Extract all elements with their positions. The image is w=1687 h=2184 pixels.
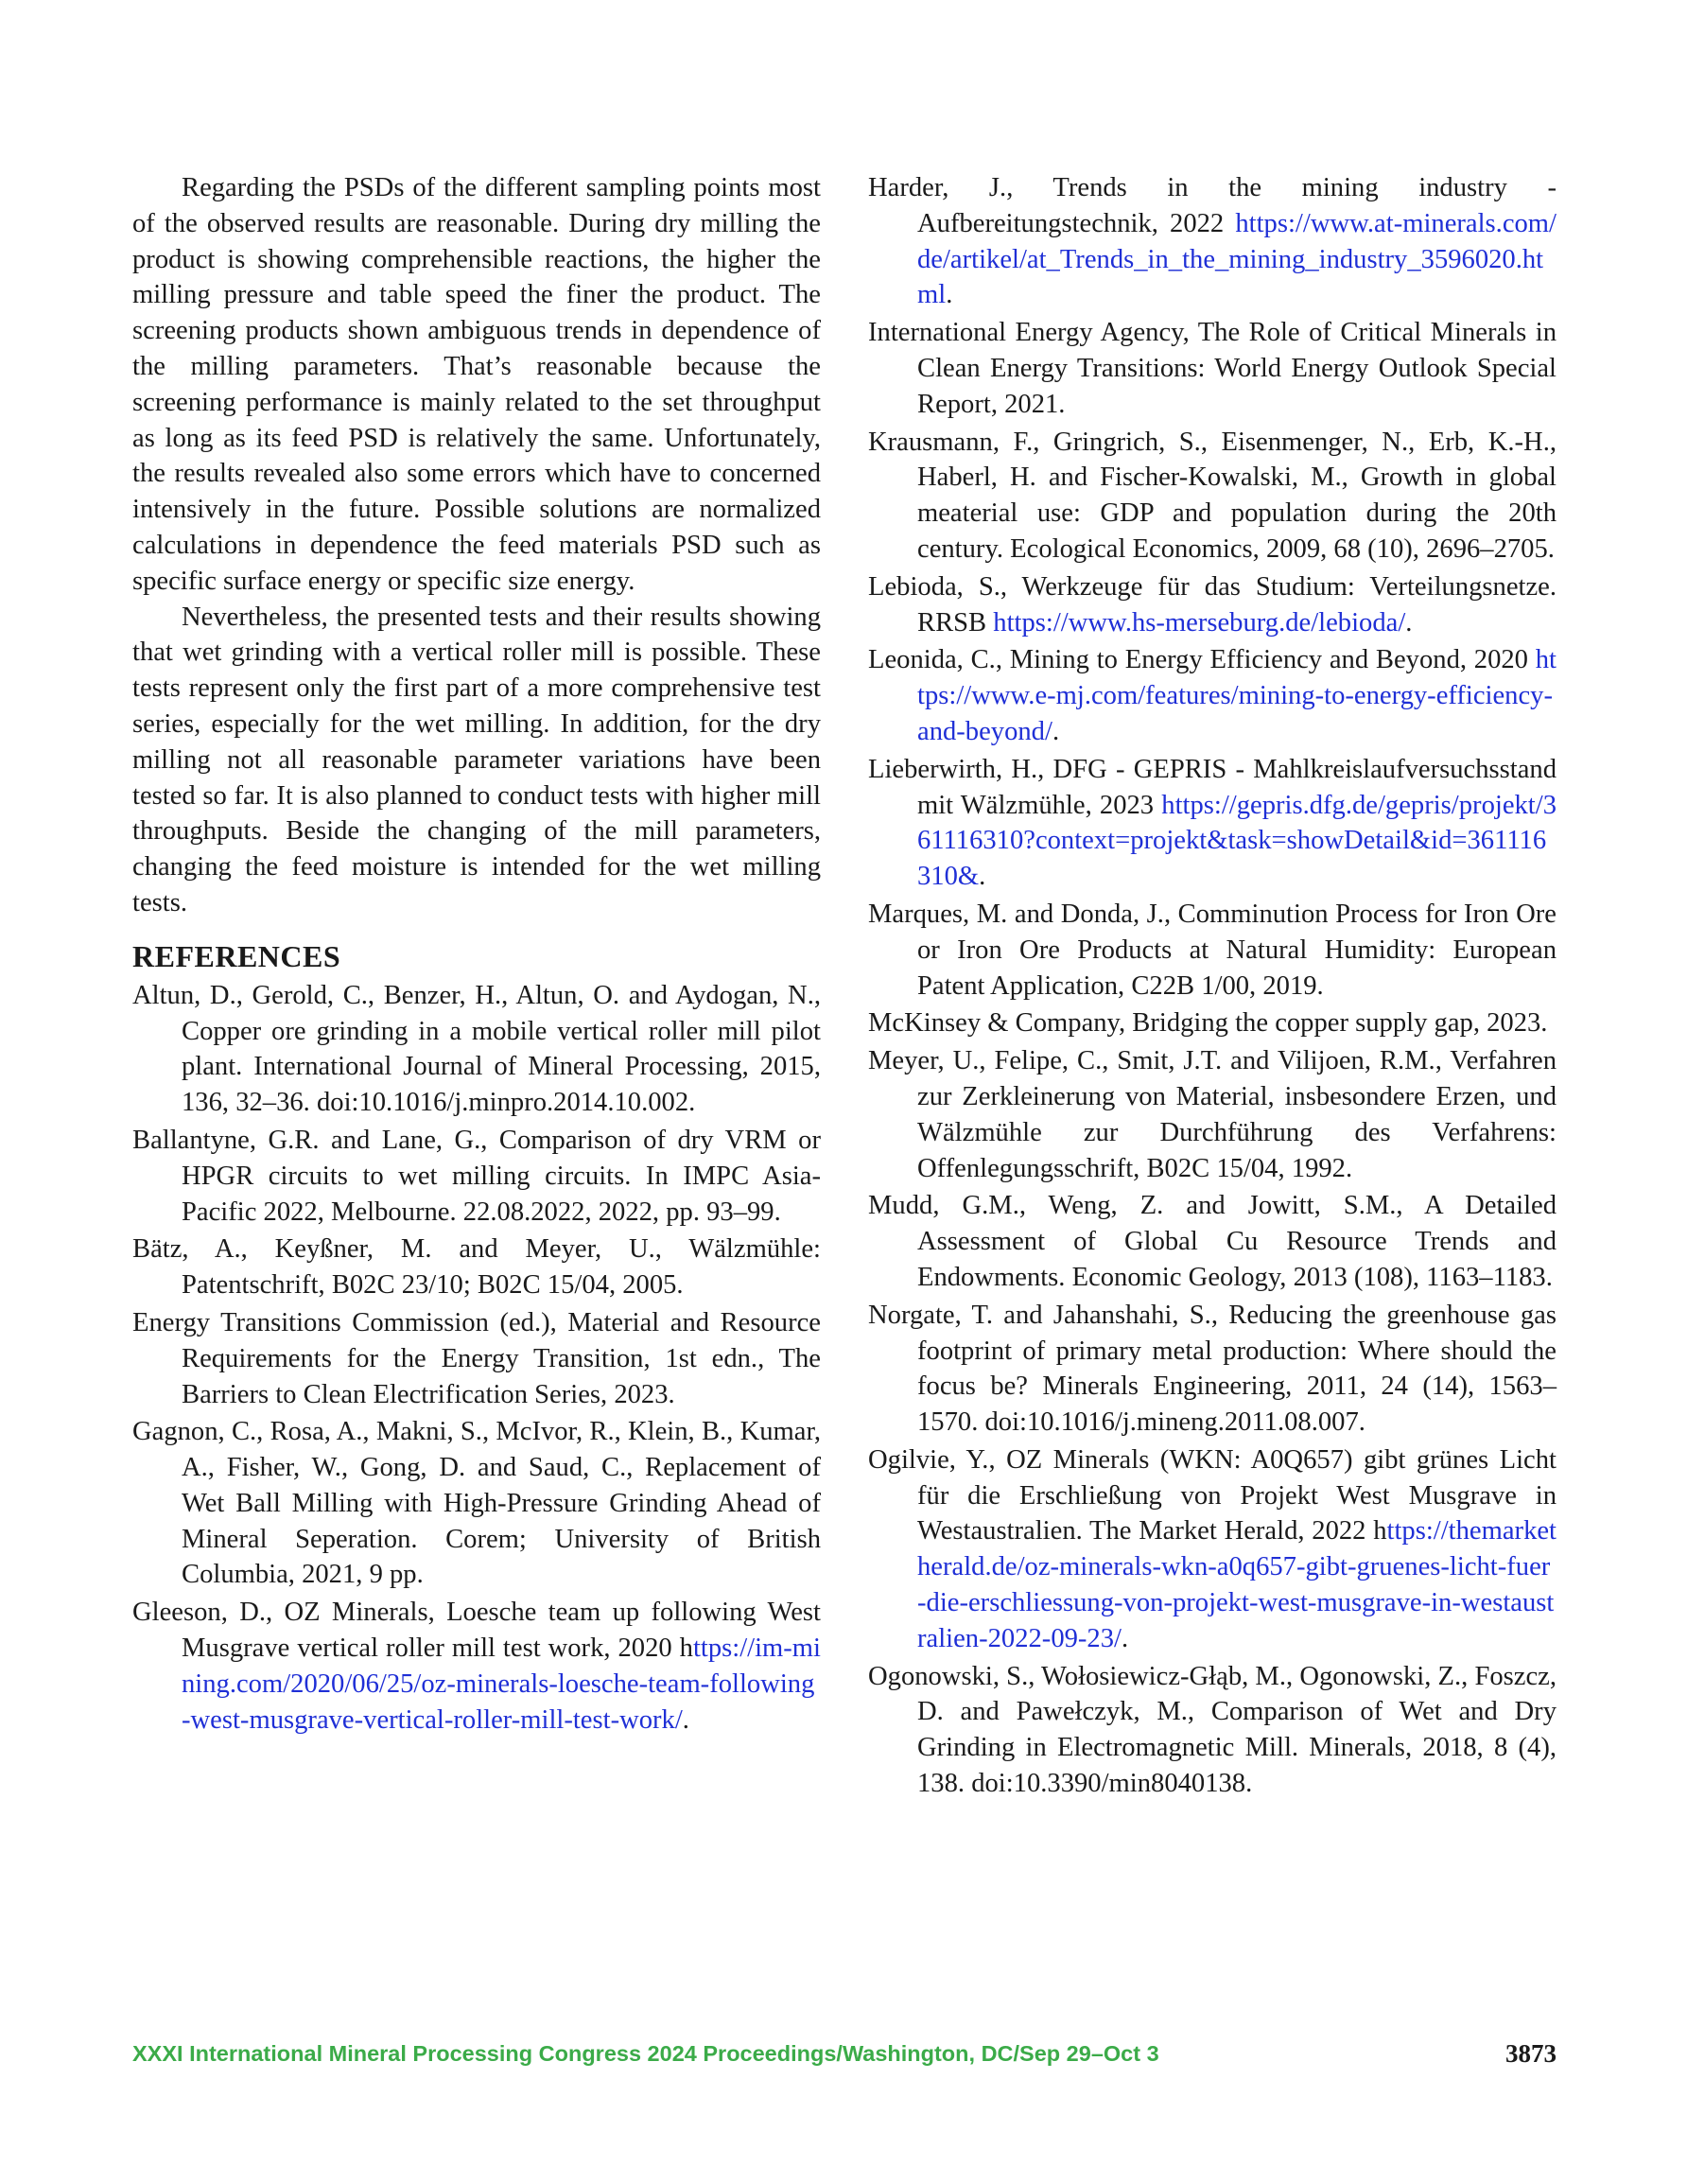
reference-text: Leonida, C., Mining to Energy Efficiency and Beyond, 2020 (868, 645, 1536, 675)
left-column (132, 170, 821, 1739)
reference-period: . (979, 862, 986, 892)
reference-entry (868, 1005, 1557, 1041)
reference-entry (868, 1298, 1557, 1441)
reference-text: Meyer, U., Felipe, C., Smit, J.T. and Vilijoen, R.M., Verfahren zur Zerkleinerung von Material, insbesondere Erzen, und Wälzmühle zur Durchführung des Verfahrens: Offenlegungsschrift, B02C 15/04, 1992. (868, 1046, 1557, 1183)
reference-link[interactable]: https://www.at-minerals.com/de/artikel/at_Trends_in_the_mining_industry_3596020.html (917, 208, 1557, 310)
reference-entry (868, 752, 1557, 895)
reference-text: Gleeson, D., OZ Minerals, Loesche team up following West Musgrave vertical roller mill test work, 2020 h (132, 1598, 821, 1664)
reference-period: . (1121, 1623, 1129, 1653)
reference-period: . (1405, 607, 1413, 638)
reference-text: Energy Transitions Commission (ed.), Material and Resource Requirements for the Energy Transition, 1st edn., The Barriers to Clean Electrification Series, 2023. (132, 1307, 821, 1409)
reference-entry (132, 1232, 821, 1303)
reference-entry (868, 569, 1557, 641)
reference-text: McKinsey & Company, Bridging the copper supply gap, 2023. (868, 1008, 1548, 1039)
reference-text: Mudd, G.M., Weng, Z. and Jowitt, S.M., A Detailed Assessment of Global Cu Resource Trends and Endowments. Economic Geology, 2013 (108), 1163–1183. (868, 1191, 1557, 1292)
reference-entry (868, 1442, 1557, 1657)
reference-entry (868, 425, 1557, 568)
reference-text: Ogonowski, S., Wołosiewicz-Głąb, M., Ogonowski, Z., Foszcz, D. and Pawełczyk, M., Comparison of Wet and Dry Grinding in Electromagnetic Mill. Minerals, 2018, 8 (4), 138. doi:10.3390/min8040138. (868, 1661, 1557, 1799)
reference-text: Lieberwirth, H., DFG - GEPRIS - Mahlkreislaufversuchsstand mit Wälzmühle, 2023 (868, 754, 1557, 820)
reference-entry (132, 1595, 821, 1738)
reference-text: International Energy Agency, The Role of Critical Minerals in Clean Energy Transitions: World Energy Outlook Special Report, 2021. (868, 318, 1557, 419)
footer-title: XXXI International Mineral Processing Congress 2024 Proceedings/Washington, DC/Sep 29–Oct 3 (132, 2041, 1159, 2066)
reference-entry (868, 897, 1557, 1004)
reference-text: Harder, J., Trends in the mining industry - Aufbereitungstechnik, 2022 (868, 173, 1557, 238)
reference-period: . (682, 1704, 689, 1735)
reference-text: Bätz, A., Keyßner, M. and Meyer, U., Wälzmühle: Patentschrift, B02C 23/10; B02C 15/04, 2005. (132, 1234, 821, 1301)
page-number: 3873 (1505, 2039, 1557, 2068)
reference-period: . (946, 280, 953, 310)
reference-text: Krausmann, F., Gringrich, S., Eisenmenger, N., Erb, K.-H., Haberl, H. and Fischer-Kowalski, M., Growth in global meaterial use: GDP and population during the 20th century. Ecological Economics, 2009, 68 (10), 2696–2705. (868, 427, 1557, 564)
reference-link[interactable]: https://www.e-mj.com/features/mining-to-energy-efficiency-and-beyond/ (917, 645, 1557, 746)
reference-text: Ogilvie, Y., OZ Minerals (WKN: A0Q657) gibt grünes Licht für die Erschließung von Projekt West Musgrave in Westaustralien. The Market Herald, 2022 h (868, 1444, 1557, 1546)
reference-entry (868, 315, 1557, 422)
reference-link[interactable]: ttps://themarketherald.de/oz-minerals-wkn-a0q657-gibt-gruenes-licht-fuer-die-erschliessung-von-projekt-west-musgrave-in-westaustralien-2022-09-23/ (917, 1516, 1557, 1653)
reference-text: Lebioda, S., Werkzeuge für das Studium: Verteilungsnetze. RRSB (868, 571, 1557, 638)
reference-text: Altun, D., Gerold, C., Benzer, H., Altun, O. and Aydogan, N., Copper ore grinding in a mobile vertical roller mill pilot plant. International Journal of Mineral Processing, 2015, 136, 32–36. doi:10.1016/j.minpro.2014.10.002. (132, 980, 821, 1118)
reference-entry (132, 1123, 821, 1230)
reference-entry (132, 1414, 821, 1593)
reference-entry (868, 642, 1557, 749)
reference-entry (132, 1305, 821, 1412)
reference-entry (132, 978, 821, 1121)
reference-link[interactable]: https://gepris.dfg.de/gepris/projekt/361116310?context=projekt&task=showDetail&id=361116310& (917, 790, 1557, 892)
reference-period: . (1052, 716, 1060, 746)
reference-entry (868, 170, 1557, 313)
references-heading: REFERENCES (132, 938, 341, 973)
reference-link[interactable]: ttps://im-mining.com/2020/06/25/oz-minerals-loesche-team-following-west-musgrave-vertical-roller-mill-test-work/ (182, 1634, 821, 1735)
body-paragraph: Regarding the PSDs of the different sampling points most of the observed results are reasonable. During dry milling the product is showing comprehensible reactions, the higher the milling pressure and table speed the finer the product. The screening products shown ambiguous trends in dependence of the milling parameters. That’s reasonable because the screening performance is mainly related to the set throughput as long as its feed PSD is relatively the same. Unfortunately, the results revealed also some errors which have to concerned intensively in the future. Possible solutions are normalized calculations in dependence the feed materials PSD such as specific surface energy or specific size energy. (132, 173, 821, 596)
page-footer (132, 2041, 1557, 2075)
reference-text: Ballantyne, G.R. and Lane, G., Comparison of dry VRM or HPGR circuits to wet milling circuits. In IMPC Asia-Pacific 2022, Melbourne. 22.08.2022, 2022, pp. 93–99. (132, 1125, 821, 1227)
reference-entry (868, 1659, 1557, 1802)
right-column (868, 170, 1557, 1804)
reference-text: Gagnon, C., Rosa, A., Makni, S., McIvor, R., Klein, B., Kumar, A., Fisher, W., Gong, D. and Saud, C., Replacement of Wet Ball Milling with High-Pressure Grinding Ahead of Mineral Seperation. Corem; University of British Columbia, 2021, 9 pp. (132, 1417, 821, 1590)
reference-link[interactable]: https://www.hs-merseburg.de/lebioda/ (993, 607, 1406, 638)
reference-entry (868, 1043, 1557, 1186)
reference-entry (868, 1188, 1557, 1295)
reference-text: Marques, M. and Donda, J., Comminution Process for Iron Ore or Iron Ore Products at Natural Humidity: European Patent Application, C22B 1/00, 2019. (868, 899, 1557, 1001)
body-paragraph: Nevertheless, the presented tests and their results showing that wet grinding with a vertical roller mill is possible. These tests represent only the first part of a more comprehensive test series, especially for the wet milling. In addition, for the dry milling not all reasonable parameter variations have been tested so far. It is also planned to conduct tests with higher mill throughputs. Beside the changing of the mill parameters, changing the feed moisture is intended for the wet milling tests. (132, 602, 821, 917)
reference-text: Norgate, T. and Jahanshahi, S., Reducing the greenhouse gas footprint of primary metal production: Where should the focus be? Minerals Engineering, 2011, 24 (14), 1563–1570. doi:10.1016/j.mineng.2011.08.007. (868, 1300, 1557, 1438)
